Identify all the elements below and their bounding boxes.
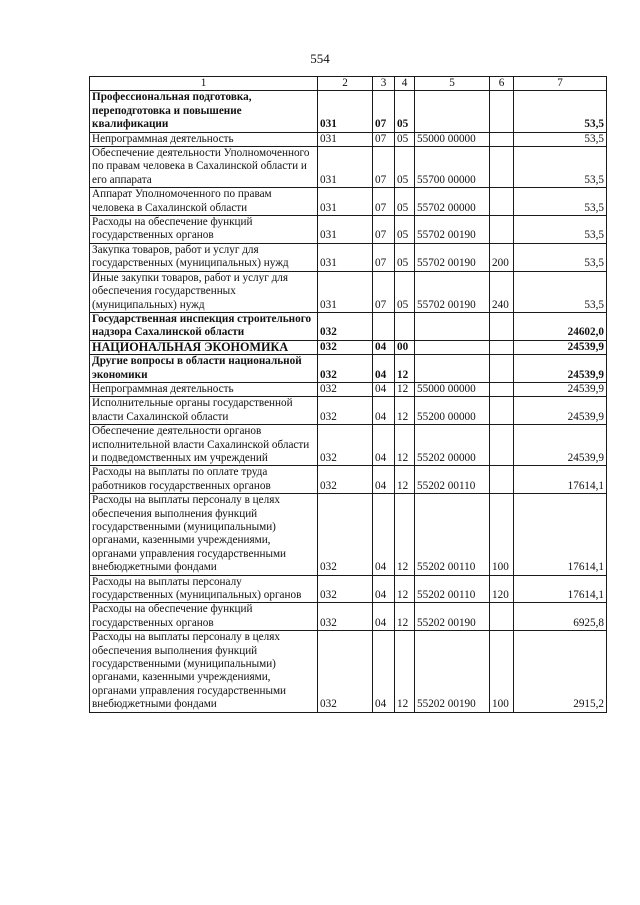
section-code-cell: 07 — [373, 243, 395, 271]
amount-cell: 24539,9 — [514, 355, 607, 383]
subsection-code-cell: 12 — [395, 382, 415, 396]
target-article-cell: 55702 00190 — [415, 271, 490, 312]
subsection-code-cell: 05 — [395, 91, 415, 132]
amount-cell: 24602,0 — [514, 312, 607, 340]
expense-type-cell: 240 — [490, 271, 514, 312]
table-row — [90, 355, 607, 383]
row-name-cell: Закупка товаров, работ и услуг для государственных (муниципальных) нужд — [90, 243, 318, 271]
expense-type-cell: 200 — [490, 243, 514, 271]
section-code-cell: 04 — [373, 603, 395, 631]
row-name-cell: Расходы на выплаты по оплате труда работников государственных органов — [90, 466, 318, 494]
amount-cell: 53,5 — [514, 271, 607, 312]
target-article-cell — [415, 340, 490, 354]
target-article-cell: 55202 00000 — [415, 425, 490, 466]
ministry-code-cell: 032 — [318, 575, 373, 603]
table-row — [90, 382, 607, 396]
amount-cell: 53,5 — [514, 243, 607, 271]
section-code-cell: 07 — [373, 132, 395, 146]
expense-type-cell: 100 — [490, 631, 514, 712]
expense-type-cell: 120 — [490, 575, 514, 603]
target-article-cell: 55000 00000 — [415, 132, 490, 146]
amount-cell: 2915,2 — [514, 631, 607, 712]
row-name-cell: Расходы на обеспечение функций государственных органов — [90, 603, 318, 631]
expense-type-cell: 100 — [490, 494, 514, 575]
target-article-cell: 55702 00190 — [415, 216, 490, 244]
table-row — [90, 466, 607, 494]
expense-type-cell — [490, 397, 514, 425]
subsection-code-cell: 12 — [395, 425, 415, 466]
section-code-cell: 07 — [373, 188, 395, 216]
ministry-code-cell: 032 — [318, 603, 373, 631]
row-name-cell: Расходы на выплаты персоналу в целях обеспечения выполнения функций государственными (муниципальными) органами, казенными учреждениями, органами управления государственными внебюджетными фондами — [90, 494, 318, 575]
row-name-cell: Профессиональная подготовка, переподготовка и повышение квалификации — [90, 91, 318, 132]
expense-type-cell — [490, 216, 514, 244]
amount-cell: 6925,8 — [514, 603, 607, 631]
ministry-code-cell: 031 — [318, 216, 373, 244]
target-article-cell: 55202 00190 — [415, 631, 490, 712]
amount-cell: 53,5 — [514, 147, 607, 188]
expense-type-cell — [490, 188, 514, 216]
target-article-cell: 55702 00000 — [415, 188, 490, 216]
table-row — [90, 243, 607, 271]
table-row — [90, 271, 607, 312]
target-article-cell: 55700 00000 — [415, 147, 490, 188]
subsection-code-cell: 05 — [395, 188, 415, 216]
expense-type-cell — [490, 382, 514, 396]
row-name-cell: Обеспечение деятельности Уполномоченного по правам человека в Сахалинской области и его аппарата — [90, 147, 318, 188]
amount-cell: 24539,9 — [514, 340, 607, 354]
header-cell: 2 — [318, 77, 373, 91]
section-code-cell: 07 — [373, 216, 395, 244]
ministry-code-cell: 031 — [318, 132, 373, 146]
expense-type-cell — [490, 355, 514, 383]
row-name-cell: Аппарат Уполномоченного по правам человека в Сахалинской области — [90, 188, 318, 216]
subsection-code-cell: 12 — [395, 397, 415, 425]
subsection-code-cell: 12 — [395, 494, 415, 575]
table-row — [90, 312, 607, 340]
amount-cell: 53,5 — [514, 216, 607, 244]
ministry-code-cell: 032 — [318, 631, 373, 712]
header-cell: 6 — [490, 77, 514, 91]
subsection-code-cell: 05 — [395, 216, 415, 244]
amount-cell: 24539,9 — [514, 425, 607, 466]
amount-cell: 24539,9 — [514, 397, 607, 425]
target-article-cell: 55000 00000 — [415, 382, 490, 396]
table-row — [90, 147, 607, 188]
row-name-cell: Исполнительные органы государственной власти Сахалинской области — [90, 397, 318, 425]
row-name-cell: Непрограммная деятельность — [90, 382, 318, 396]
section-code-cell: 04 — [373, 631, 395, 712]
table-row — [90, 425, 607, 466]
expense-type-cell — [490, 603, 514, 631]
header-cell: 3 — [373, 77, 395, 91]
table-row — [90, 494, 607, 575]
amount-cell: 17614,1 — [514, 575, 607, 603]
row-name-cell: Непрограммная деятельность — [90, 132, 318, 146]
target-article-cell: 55202 00110 — [415, 575, 490, 603]
header-cell: 1 — [90, 77, 318, 91]
amount-cell: 17614,1 — [514, 466, 607, 494]
row-name-cell: НАЦИОНАЛЬНАЯ ЭКОНОМИКА — [90, 340, 318, 354]
amount-cell: 53,5 — [514, 132, 607, 146]
target-article-cell: 55200 00000 — [415, 397, 490, 425]
page-number: 554 — [310, 51, 330, 66]
expense-type-cell — [490, 312, 514, 340]
ministry-code-cell: 032 — [318, 312, 373, 340]
section-code-cell: 04 — [373, 355, 395, 383]
table-row — [90, 603, 607, 631]
subsection-code-cell: 05 — [395, 132, 415, 146]
row-name-cell: Иные закупки товаров, работ и услуг для обеспечения государственных (муниципальных) нужд — [90, 271, 318, 312]
subsection-code-cell: 05 — [395, 147, 415, 188]
expense-type-cell — [490, 425, 514, 466]
ministry-code-cell: 031 — [318, 147, 373, 188]
expense-type-cell — [490, 132, 514, 146]
target-article-cell — [415, 312, 490, 340]
ministry-code-cell: 032 — [318, 425, 373, 466]
expense-type-cell — [490, 91, 514, 132]
header-row — [90, 77, 607, 91]
ministry-code-cell: 032 — [318, 355, 373, 383]
subsection-code-cell: 12 — [395, 466, 415, 494]
ministry-code-cell: 032 — [318, 397, 373, 425]
section-code-cell — [373, 312, 395, 340]
row-name-cell: Обеспечение деятельности органов исполнительной власти Сахалинской области и подведомственных им учреждений — [90, 425, 318, 466]
amount-cell: 17614,1 — [514, 494, 607, 575]
table-row — [90, 575, 607, 603]
table-row — [90, 216, 607, 244]
ministry-code-cell: 031 — [318, 91, 373, 132]
section-code-cell: 07 — [373, 91, 395, 132]
target-article-cell: 55202 00110 — [415, 494, 490, 575]
subsection-code-cell: 12 — [395, 631, 415, 712]
row-name-cell: Другие вопросы в области национальной экономики — [90, 355, 318, 383]
header-cell: 4 — [395, 77, 415, 91]
expense-type-cell — [490, 147, 514, 188]
target-article-cell: 55702 00190 — [415, 243, 490, 271]
section-code-cell: 04 — [373, 382, 395, 396]
section-code-cell: 04 — [373, 340, 395, 354]
table-row — [90, 631, 607, 712]
subsection-code-cell: 00 — [395, 340, 415, 354]
ministry-code-cell: 031 — [318, 188, 373, 216]
subsection-code-cell: 05 — [395, 271, 415, 312]
ministry-code-cell: 032 — [318, 382, 373, 396]
budget-table — [89, 76, 607, 713]
expense-type-cell — [490, 340, 514, 354]
table-row — [90, 91, 607, 132]
target-article-cell — [415, 91, 490, 132]
section-code-cell: 04 — [373, 575, 395, 603]
row-name-cell: Расходы на выплаты персоналу государственных (муниципальных) органов — [90, 575, 318, 603]
table-row — [90, 340, 607, 354]
section-code-cell: 04 — [373, 466, 395, 494]
amount-cell: 53,5 — [514, 91, 607, 132]
ministry-code-cell: 032 — [318, 466, 373, 494]
table-row — [90, 397, 607, 425]
header-cell: 7 — [514, 77, 607, 91]
table-row — [90, 188, 607, 216]
target-article-cell — [415, 355, 490, 383]
row-name-cell: Расходы на выплаты персоналу в целях обеспечения выполнения функций государственными (муниципальными) органами, казенными учреждениями, органами управления государственными внебюджетными фондами — [90, 631, 318, 712]
amount-cell: 53,5 — [514, 188, 607, 216]
ministry-code-cell: 032 — [318, 340, 373, 354]
target-article-cell: 55202 00110 — [415, 466, 490, 494]
row-name-cell: Расходы на обеспечение функций государственных органов — [90, 216, 318, 244]
table-row — [90, 132, 607, 146]
header-cell: 5 — [415, 77, 490, 91]
subsection-code-cell: 12 — [395, 603, 415, 631]
ministry-code-cell: 031 — [318, 271, 373, 312]
amount-cell: 24539,9 — [514, 382, 607, 396]
section-code-cell: 07 — [373, 147, 395, 188]
section-code-cell: 07 — [373, 271, 395, 312]
subsection-code-cell: 12 — [395, 575, 415, 603]
ministry-code-cell: 032 — [318, 494, 373, 575]
section-code-cell: 04 — [373, 494, 395, 575]
section-code-cell: 04 — [373, 425, 395, 466]
ministry-code-cell: 031 — [318, 243, 373, 271]
expense-type-cell — [490, 466, 514, 494]
row-name-cell: Государственная инспекция строительного надзора Сахалинской области — [90, 312, 318, 340]
target-article-cell: 55202 00190 — [415, 603, 490, 631]
subsection-code-cell: 12 — [395, 355, 415, 383]
subsection-code-cell: 05 — [395, 243, 415, 271]
subsection-code-cell — [395, 312, 415, 340]
section-code-cell: 04 — [373, 397, 395, 425]
